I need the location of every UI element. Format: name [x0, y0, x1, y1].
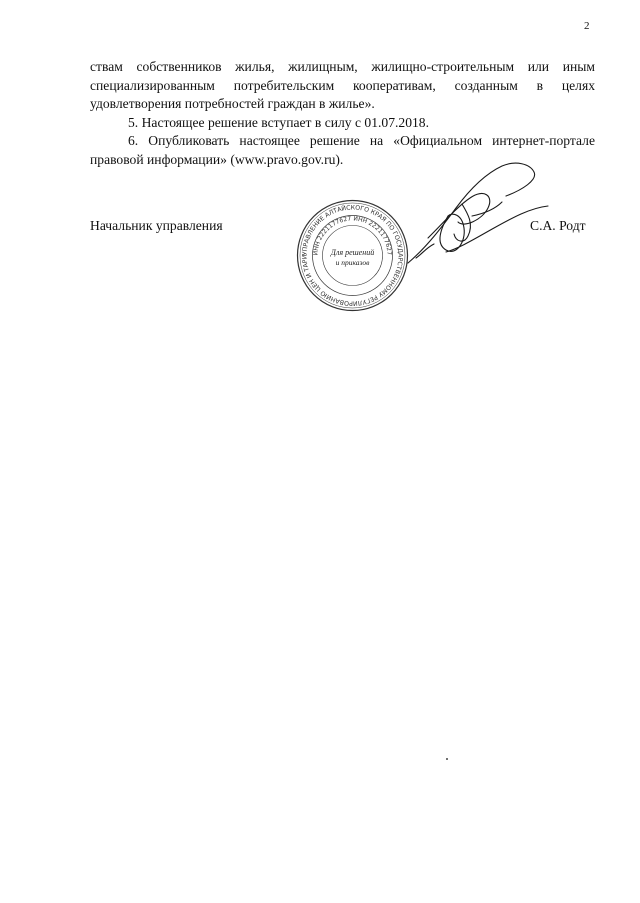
signer-position-title: Начальник управления: [90, 218, 223, 233]
page-number: 2: [584, 20, 590, 32]
document-body: [90, 58, 595, 169]
paragraph-continuation: ствам собственников жилья, жилищным, жилищно-строительным или иным специализированным потребительским кооперативам, созданным в целях удовлетворения потребностей граждан в жилье».: [90, 59, 595, 111]
stamp-seal-graphic: [295, 198, 410, 313]
scan-speck: [446, 758, 448, 760]
item-5: 5. Настоящее решение вступает в силу с 01.07.2018.: [128, 114, 429, 130]
signature-graphic: [398, 158, 550, 270]
signer-name: С.А. Родт: [530, 218, 586, 233]
stamp-center-line-1: Для решений: [330, 248, 375, 257]
stamp-center-line-2: и приказов: [335, 258, 370, 267]
handwritten-signature: [398, 158, 550, 270]
official-stamp: [295, 198, 410, 313]
stamp-ring-text: УПРАВЛЕНИЕ АЛТАЙСКОГО КРАЯ ПО ГОСУДАРСТВЕННОМУ РЕГУЛИРОВАНИЮ ЦЕН И ТАРИ: [301, 204, 404, 307]
stamp-inner-ring-text: ИНН 2221177627 ИНН 2221177627: [312, 215, 393, 256]
item-6: 6. Опубликовать настоящее решение на «Официальном интернет-портале правовой информации» (www.pravo.gov.ru).: [90, 133, 595, 167]
